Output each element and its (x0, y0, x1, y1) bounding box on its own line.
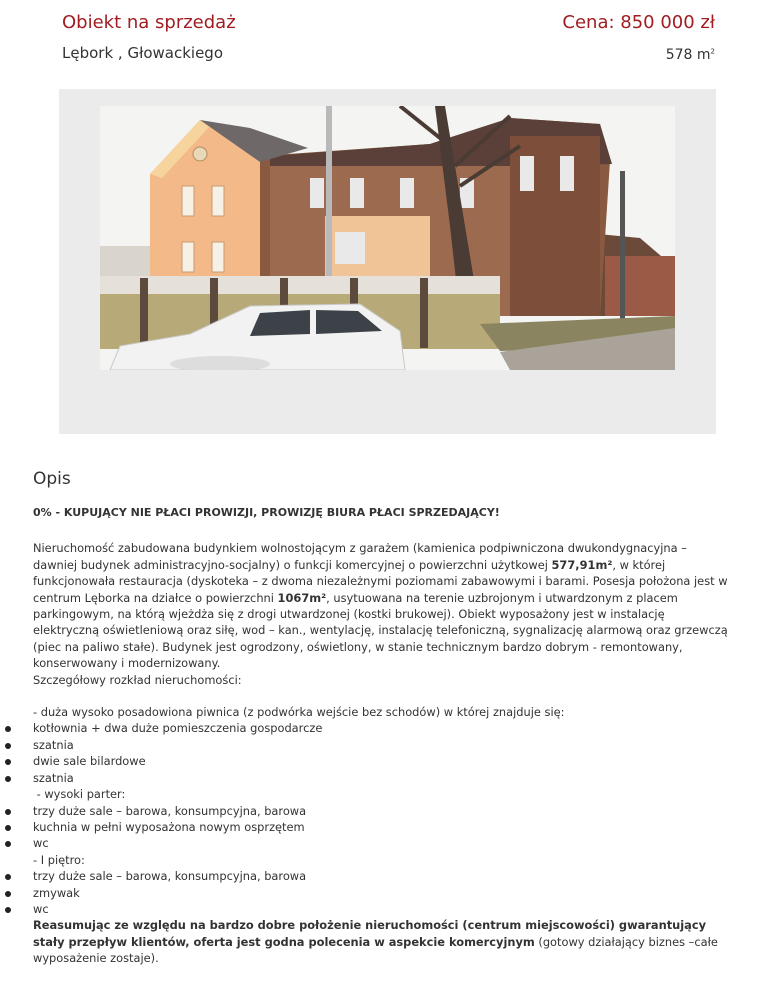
basement-intro: - duża wysoko posadowiona piwnica (z podwórka wejście bez schodów) w której znajduje się: (33, 705, 565, 720)
list-item: kotłownia + dwa duże pomieszczenia gospodarcze (33, 720, 733, 736)
list-item: szatnia (33, 737, 733, 753)
list-item: kuchnia w pełni wyposażona nowym osprzętem (33, 819, 733, 835)
list-item: zmywak (33, 885, 733, 901)
area-value: 578 m (665, 47, 711, 63)
list-item: wc (33, 901, 733, 917)
photo-gallery (59, 89, 716, 434)
desc-plot-area: 1067m² (277, 590, 327, 605)
listing-area (562, 47, 715, 63)
description-paragraph (33, 540, 733, 671)
desc-text: , usytuowana na terenie uzbrojonym i utwardzonym z placem parkingowym, na którą wjeżdża się z drogi utwardzonej (kostki brukowej). Obiekt wyposażony jest w instalację elektryczną oświetleniową oraz siłę, wod – kan., wentylację, instalację telefoniczną, sygnalizację alarmową oraz grzewczą (piec na paliwo stałe). Budynek jest ogrodzony, oświetlony, w stanie technicznym bardzo dobrym - remontowany, konserwowany i modernizowany. (33, 590, 728, 671)
first-floor-intro: - I piętro: (33, 852, 85, 867)
listing-location: Lębork , Głowackiego (62, 44, 223, 62)
commission-note: 0% - KUPUJĄCY NIE PŁACI PROWIZJI, PROWIZJĘ BIURA PŁACI SPRZEDAJĄCY! (33, 506, 500, 519)
listing-header-right (562, 12, 715, 63)
list-item: dwie sale bilardowe (33, 753, 733, 769)
description (33, 505, 733, 967)
list-item: trzy duże sale – barowa, konsumpcyjna, barowa (33, 868, 733, 884)
section-title-description: Opis (33, 469, 71, 489)
property-photo[interactable] (100, 106, 675, 370)
list-item: szatnia (33, 770, 733, 786)
desc-text: Nieruchomość zabudowana budynkiem wolnostojącym z garażem (kamienica podpiwniczona dwukondygnacyjna – dawniej budynek administracyjno-socjalny) o funkcji komercyjnej o powierzchni użytkowej (33, 541, 687, 572)
desc-text: , w której funkcjonowała restauracja (dyskoteka – z dwoma niezależnymi poziomami zabawowymi i barami. Posesja położona jest w centrum Lęborka na działce o powierzchni (33, 557, 728, 605)
summary-rest: (gotowy działający biznes –całe wyposażenie zostaje). (33, 934, 718, 966)
area-unit: 2 (710, 47, 715, 56)
listing-header-left (62, 12, 236, 62)
summary-paragraph (33, 917, 733, 966)
layout-heading: Szczegółowy rozkład nieruchomości: (33, 672, 242, 687)
list-item: wc (33, 835, 733, 851)
property-photo-image (100, 106, 675, 370)
summary-bold: Reasumując ze względu na bardzo dobre położenie nieruchomości (centrum miejscowości) gwarantujący stały przepływ klientów, oferta jest godna polecenia w aspekcie komercyjnym (33, 918, 707, 949)
ground-floor-intro: - wysoki parter: (33, 787, 126, 802)
listing-title: Obiekt na sprzedaż (62, 12, 236, 33)
list-item: trzy duże sale – barowa, konsumpcyjna, barowa (33, 803, 733, 819)
listing-price: Cena: 850 000 zł (562, 12, 715, 33)
desc-usable-area: 577,91m² (551, 557, 613, 572)
